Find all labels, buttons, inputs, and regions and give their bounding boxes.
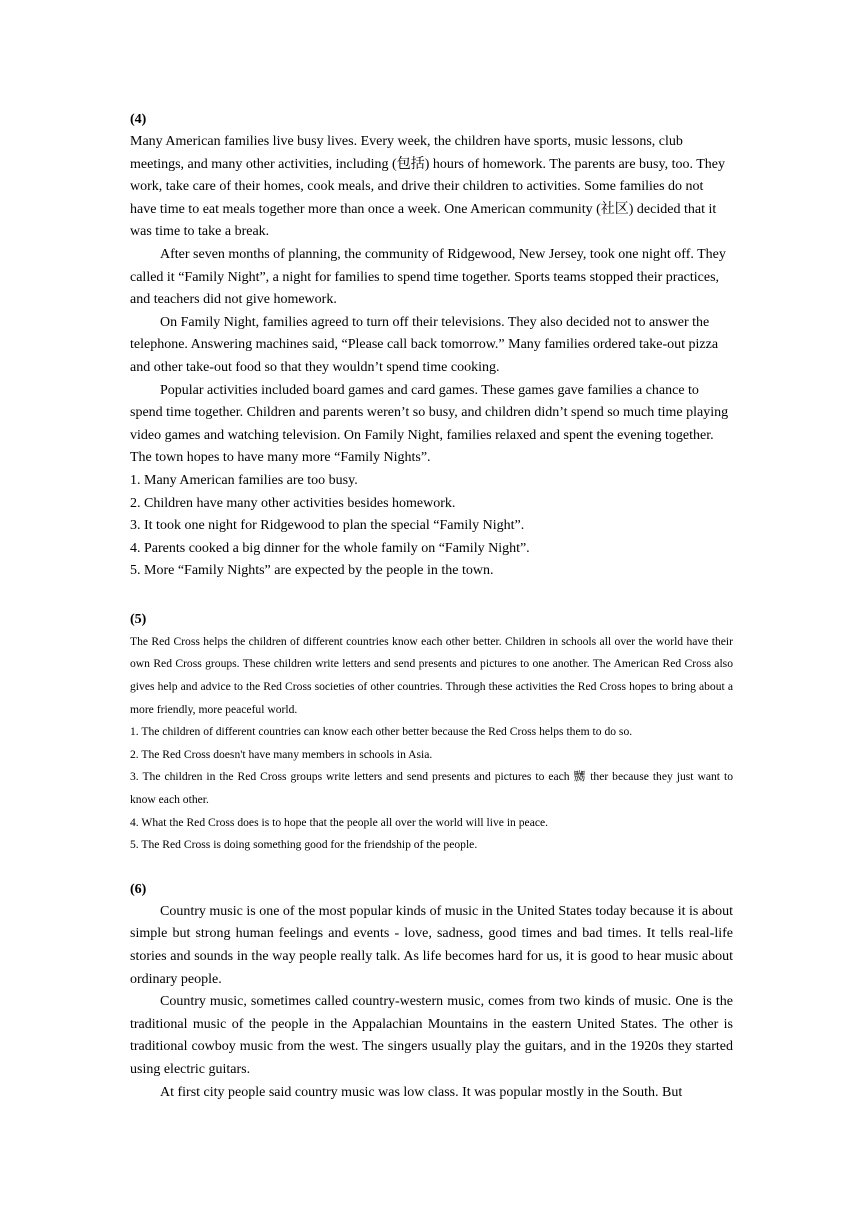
section-spacer — [130, 857, 733, 879]
section-4-paragraph-1: Many American families live busy lives. Every week, the children have sports, music lessons, club meetings, and many other activities, including (包括) hours of homework. The parents are busy, too. They work, take care of their homes, cook meals, and drive their children to activities. Some families do not have time to eat meals together more than once a week. One American community (社区) decided that it was time to take a break. — [130, 134, 725, 240]
section-4-title: (4) — [130, 112, 147, 127]
section-5-statement-1: 1. The children of different countries can know each other better because the Red Cross helps them to do so. — [130, 725, 633, 739]
section-4 — [130, 109, 733, 583]
document-page — [130, 109, 733, 1104]
section-4-paragraph-4: Popular activities included board games and card games. These games gave families a chance to spend time together. Children and parents weren’t so busy, and children didn’t spend so much time playing video games and watching television. On Family Night, families relaxed and spent the evening together. The town hopes to have many more “Family Nights”. — [130, 382, 729, 466]
section-4-paragraph-2: After seven months of planning, the community of Ridgewood, New Jersey, took one night off. They called it “Family Night”, a night for families to spend time together. Sports teams stopped their practices, and teachers did not give homework. — [130, 246, 726, 308]
section-6-paragraph-2: Country music, sometimes called country-western music, comes from two kinds of music. One is the traditional music of the people in the Appalachian Mountains in the eastern United States. The other is traditional cowboy music from the west. The singers usually play the guitars, and in the 1920s they started using electric guitars. — [130, 994, 733, 1077]
section-4-statement-5: 5. More “Family Nights” are expected by the people in the town. — [130, 563, 494, 579]
section-4-statement-3: 3. It took one night for Ridgewood to plan the special “Family Night”. — [130, 518, 525, 534]
section-5-statement-3: 3. The children in the Red Cross groups write letters and send presents and pictures to each 嬲 ther because they just want to know each other. — [130, 770, 733, 807]
section-5-title: (5) — [130, 611, 147, 627]
section-4-statement-1: 1. Many American families are too busy. — [130, 472, 358, 488]
section-4-statement-4: 4. Parents cooked a big dinner for the whole family on “Family Night”. — [130, 540, 530, 556]
section-5-statement-5: 5. The Red Cross is doing something good for the friendship of the people. — [130, 838, 478, 852]
section-5 — [130, 609, 733, 857]
section-6 — [130, 879, 733, 1104]
section-4-paragraph-3: On Family Night, families agreed to turn off their televisions. They also decided not to answer the telephone. Answering machines said, “Please call back tomorrow.” Many families ordered take-out pizza and other take-out food so that they wouldn’t spend time cooking. — [130, 314, 719, 375]
section-4-statement-2: 2. Children have many other activities besides homework. — [130, 495, 456, 511]
section-6-paragraph-3: At first city people said country music was low class. It was popular mostly in the South. But — [160, 1084, 683, 1100]
section-5-statement-2: 2. The Red Cross doesn't have many members in schools in Asia. — [130, 747, 433, 761]
section-6-title: (6) — [130, 881, 147, 897]
section-5-paragraph: The Red Cross helps the children of different countries know each other better. Children in schools all over the world have their own Red Cross groups. These children write letters and send presents and pictures to one another. The American Red Cross also gives help and advice to the Red Cross societies of other countries. Through these activities the Red Cross hopes to bring about a more friendly, more peaceful world. — [130, 634, 733, 716]
section-5-statement-4: 4. What the Red Cross does is to hope that the people all over the world will live in peace. — [130, 815, 549, 829]
section-6-paragraph-1: Country music is one of the most popular kinds of music in the United States today because it is about simple but strong human feelings and events - love, sadness, good times and bad times. It tells real-life stories and sounds in the way people really talk. As life becomes hard for us, it is good to hear music about ordinary people. — [130, 903, 733, 987]
section-spacer — [130, 583, 733, 605]
